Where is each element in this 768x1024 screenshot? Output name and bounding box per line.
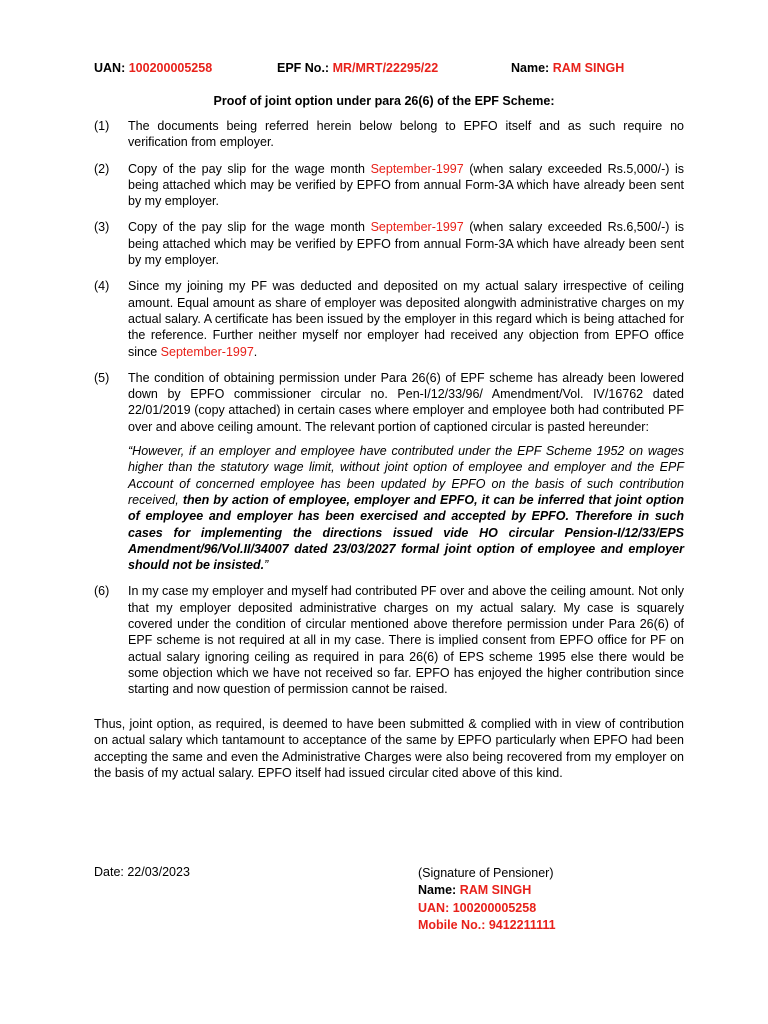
name-label: Name: [511, 61, 550, 75]
epf-value: MR/MRT/22295/22 [332, 61, 439, 75]
circular-quote [128, 443, 684, 573]
list-item [94, 118, 684, 151]
item-number: (4) [94, 279, 110, 294]
text-part: Since my joining my PF was deducted and deposited on my actual salary irrespective of ceiling amount. Equal amount as share of employer was deposited alongwith administrative charges on my actual salary. A certificate has been issued by the employer in this regard which is being attached for the reference. Further neither myself nor employer had received any objection from EPFO office since [128, 279, 684, 359]
closing-paragraph: Thus, joint option, as required, is deemed to have been submitted & complied with in view of contribution on actual salary which tantamount to acceptance of the same by EPFO particularly when EPFO had been accepting the same and even the Administrative Charges were also being recovered from my employer on the basis of my actual salary. EPFO itself had issued circular cited above of this kind. [94, 717, 684, 780]
quote-text: “However, if an employer and employee have contributed under the EPF Scheme 1952 on wages higher than the statutory wage limit, without joint option of employee and employer and the EPF Account of concerned employee has been updated by EPFO on the basis of such contribution received, [128, 444, 684, 507]
item-text: The condition of obtaining permission under Para 26(6) of EPF scheme has already been lowered down by EPFO commissioner circular no. Pen-I/12/33/96/ Amendment/Vol. IV/16762 dated 22/01/2019 (copy attached) in certain cases where employer and employee both had contributed PF over and above ceiling amount. The relevant portion of captioned circular is pasted hereunder: [128, 370, 684, 434]
highlight-date: September-1997 [370, 220, 464, 235]
header-name [511, 61, 624, 75]
list-item [94, 219, 684, 268]
signature-line: (Signature of Pensioner) [418, 866, 554, 880]
item-number: (6) [94, 584, 110, 599]
item-text [128, 278, 684, 359]
text-part: Copy of the pay slip for the wage month [128, 220, 371, 235]
quote-bold-text: then by action of employee, employer and EPFO, it can be inferred that joint option of employee and employer has been exercised and accepted by EPFO. Therefore in such cases for implementing the directions issued vide HO circular Pension-I/12/33/EPS Amendment/96/Vol.II/34007 dated 23/03/2027 formal joint option of employee and employer should not be insisted. [128, 492, 684, 573]
list-item [94, 278, 684, 359]
highlight-date: September-1997 [370, 161, 464, 176]
uan-label: UAN: [94, 61, 126, 75]
item-number: (1) [94, 119, 110, 133]
text-part: (when salary exceeded Rs.5,000/-) is being attached which may be verified by EPFO from annual Form-3A which have already been sent by my employer. [128, 161, 684, 209]
signature-mobile: Mobile No.: 9412211111 [418, 918, 556, 933]
item-number: (5) [94, 370, 110, 385]
signature-block [418, 865, 556, 935]
header-epf [277, 61, 438, 75]
text-part: (when salary exceeded Rs.6,500/-) is being attached which may be verified by EPFO from annual Form-3A which have already been sent by my employer. [128, 220, 684, 268]
epf-label: EPF No.: [277, 61, 330, 75]
list-item [94, 161, 684, 210]
signature-uan: UAN: 100200005258 [418, 900, 537, 915]
header-uan [94, 61, 212, 75]
page-title: Proof of joint option under para 26(6) of the EPF Scheme: [213, 94, 555, 108]
document-date: Date: 22/03/2023 [94, 865, 190, 879]
name-label: Name: [418, 883, 457, 898]
uan-value: 100200005258 [128, 61, 213, 75]
quote-end: ” [264, 558, 269, 573]
text-part: Copy of the pay slip for the wage month [128, 161, 371, 176]
text-part: . [253, 344, 258, 359]
signature-name [418, 882, 556, 899]
name-value: RAM SINGH [459, 883, 532, 898]
numbered-list [94, 118, 684, 708]
item-text: The documents being referred herein below belong to EPFO itself and as such require no verification from employer. [128, 119, 684, 150]
list-item [94, 370, 684, 435]
name-value: RAM SINGH [552, 61, 625, 75]
item-text: In my case my employer and myself had contributed PF over and above the ceiling amount. Not only that my employer deposited administrative charges on my actual salary. My case is squarely covered under the condition of circular mentioned above therefore permission under Para 26(6) of EPF scheme is not required at all in my case. There is implied consent from EPFO office for PF on actual salary ignoring ceiling as required in para 26(6) of EPS scheme 1995 else there would be some objection which we have not received so far. EPFO has enjoyed the higher contribution since starting and now question of permission cannot be raised. [128, 584, 684, 697]
item-number: (3) [94, 220, 110, 235]
item-text [128, 219, 684, 268]
item-text [128, 161, 684, 210]
list-item [94, 583, 684, 697]
highlight-date: September-1997 [160, 344, 254, 359]
item-number: (2) [94, 161, 110, 176]
